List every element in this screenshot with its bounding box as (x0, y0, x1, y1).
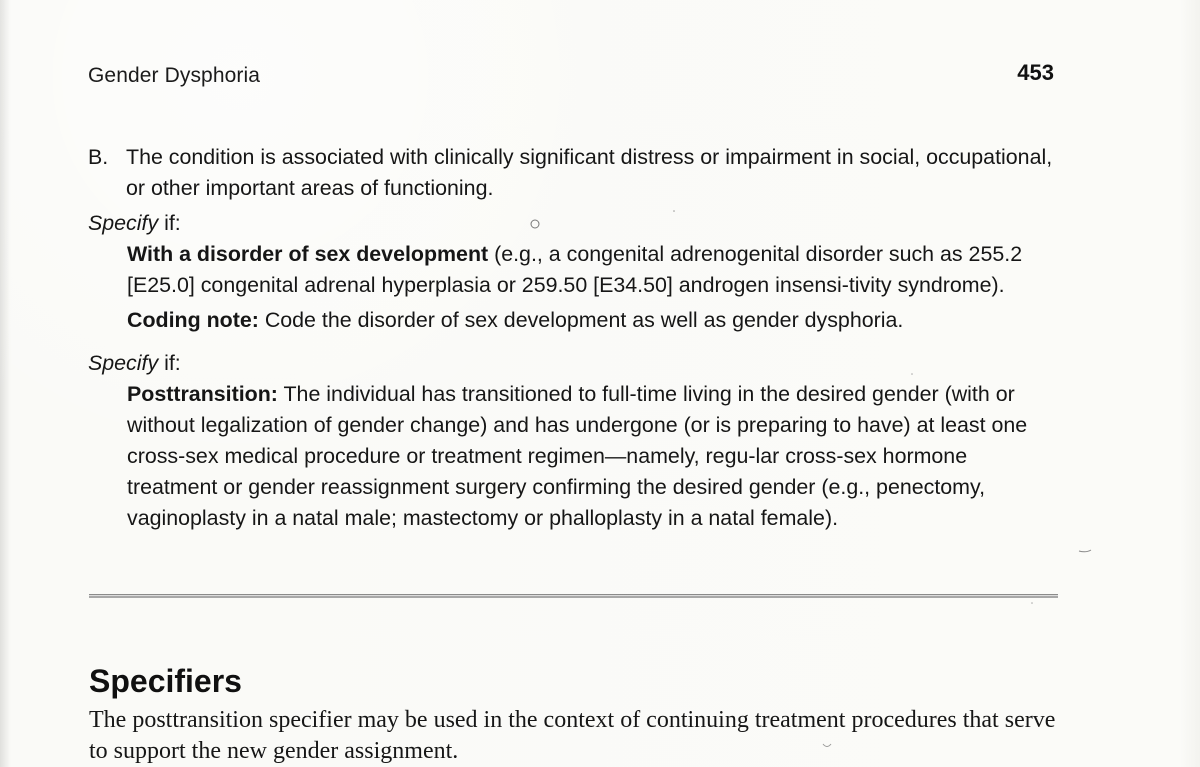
coding-note (127, 305, 1057, 336)
running-head-title: Gender Dysphoria (88, 64, 261, 87)
page-edge-shadow (0, 0, 10, 767)
disorder-of-sex-development-specifier (127, 239, 1057, 301)
specify-italic-label: Specify (88, 211, 159, 235)
specify-suffix: if: (158, 351, 181, 375)
specify-suffix: if: (158, 211, 181, 235)
page-number: 453 (1017, 60, 1054, 85)
diagnostic-criteria-continuation (88, 142, 1068, 534)
paragraph-spacing (88, 336, 1068, 344)
posttransition-description: The individual has transitioned to full-time living in the desired gender (with or without legalization of gender change) and has undergone (or is preparing to have) at least one cross-sex medical procedure or treatment regimen—namely, regu-lar cross-sex hormone treatment or gender reassignment surgery confirming the desired gender (e.g., penectomy, vaginoplasty in a natal male; mastectomy or phalloplasty in a natal female). (127, 382, 1028, 530)
second-specify-if-heading (88, 348, 1068, 379)
criterion-label: B. (88, 145, 109, 169)
posttransition-term: Posttransition: (127, 382, 278, 406)
coding-note-label: Coding note: (127, 308, 259, 332)
specify-if-heading (88, 208, 1068, 239)
specifier-description: (e.g., a congenital adrenogenital disorder such as 255.2 [E25.0] congenital adrenal hyperplasia or 259.50 [E34.50] androgen insensi-tivity syndrome). (127, 242, 1023, 297)
specifiers-heading: Specifiers (89, 662, 242, 699)
criterion-b (88, 142, 1068, 204)
section-divider-rule (89, 594, 1058, 598)
scan-speck (1079, 550, 1091, 552)
criterion-b-text: The condition is associated with clinically significant distress or impairment in social, occupational, or other important areas of functioning. (126, 145, 1053, 200)
specify-italic-label: Specify (88, 351, 159, 375)
posttransition-specifier (127, 379, 1057, 534)
specifiers-paragraph: The posttransition specifier may be used in the context of continuing treatment procedures that serve to support the new gender assignment. (89, 707, 1056, 764)
specifier-term: With a disorder of sex development (127, 242, 489, 266)
scan-speck (1031, 602, 1033, 604)
coding-note-text: Code the disorder of sex development as well as gender dysphoria. (258, 308, 904, 332)
